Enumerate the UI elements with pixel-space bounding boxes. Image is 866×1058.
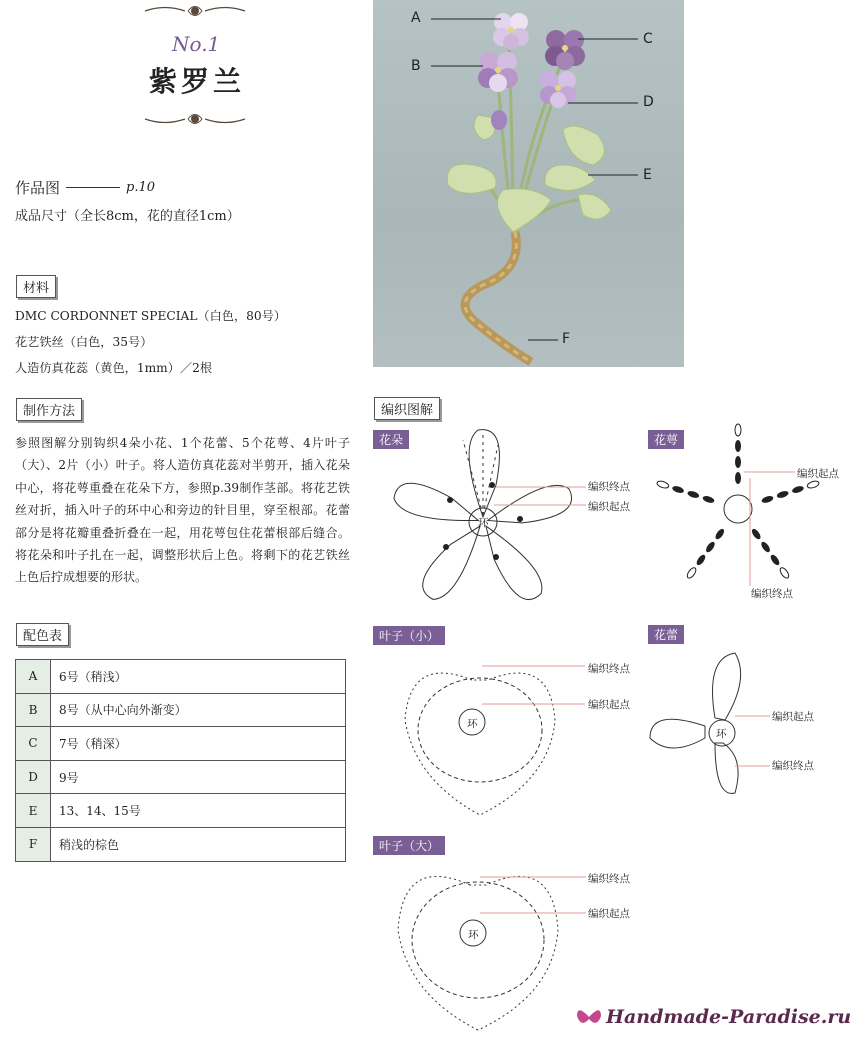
finished-size: 成品尺寸（全长8cm，花的直径1cm） [15, 209, 240, 224]
leaf-small-start-label: 编织起点 [588, 699, 630, 711]
table-row [16, 760, 346, 794]
color-value: 7号（稍深） [51, 727, 346, 761]
color-key: D [16, 760, 51, 794]
table-row [16, 727, 346, 761]
photo-label-b: B [411, 58, 421, 74]
color-key: C [16, 727, 51, 761]
flower-end-label: 编织终点 [588, 481, 630, 493]
color-key: A [16, 660, 51, 694]
color-key: F [16, 827, 51, 861]
violet-illustration [373, 0, 684, 367]
ornament-top [140, 2, 250, 20]
material-item: 人造仿真花蕊（黄色，1mm）／2根 [15, 361, 213, 375]
table-row [16, 794, 346, 828]
calyx-start-label: 编织起点 [797, 468, 839, 480]
color-key: B [16, 693, 51, 727]
photo-label-c: C [643, 31, 653, 47]
method-heading: 制作方法 [16, 398, 82, 421]
color-table [15, 659, 346, 862]
bud-ring-label: 环 [716, 728, 727, 740]
charts-heading: 编织图解 [374, 397, 440, 420]
leaf-small-end-label: 编织终点 [588, 663, 630, 675]
photo-label-f: F [562, 331, 571, 347]
butterfly-icon [575, 1004, 603, 1030]
materials-heading: 材料 [16, 275, 56, 298]
leaf-large-ring-label: 环 [468, 929, 479, 941]
page-title: 紫罗兰 [148, 65, 245, 98]
leaf-large-start-label: 编织起点 [588, 908, 630, 920]
leaf-small-chart [390, 650, 590, 820]
leaf-large-end-label: 编织终点 [588, 873, 630, 885]
photo-label-e: E [643, 167, 652, 183]
photo-label-a: A [411, 10, 421, 26]
dash-line [66, 187, 120, 188]
leaf-large-chart [388, 855, 588, 1035]
photo-label-d: D [643, 94, 654, 110]
watermark: Handmade-Paradise.ru [606, 1006, 852, 1028]
color-value: 稍浅的棕色 [51, 827, 346, 861]
colors-heading: 配色表 [16, 623, 69, 646]
table-row [16, 693, 346, 727]
color-value: 9号 [51, 760, 346, 794]
color-key: E [16, 794, 51, 828]
material-item: DMC CORDONNET SPECIAL（白色，80号） [15, 309, 287, 323]
material-item: 花艺铁丝（白色，35号） [15, 335, 153, 349]
bud-end-label: 编织终点 [772, 760, 814, 772]
chart-tag-leaf-small: 叶子（小） [373, 626, 445, 645]
color-value: 8号（从中心向外渐变） [51, 693, 346, 727]
ornament-bottom [140, 110, 250, 128]
bud-chart [645, 648, 775, 808]
calyx-end-label: 编织终点 [751, 588, 793, 600]
flower-ring-label: 环 [478, 517, 489, 529]
table-row [16, 827, 346, 861]
chart-tag-flower: 花朵 [373, 430, 409, 449]
materials-list [15, 303, 286, 381]
flower-start-label: 编织起点 [588, 501, 630, 513]
pattern-number: No.1 [172, 32, 221, 56]
violet-photo [373, 0, 684, 367]
photo-reference [15, 177, 155, 198]
calyx-chart [650, 418, 830, 588]
chart-tag-calyx: 花萼 [648, 430, 684, 449]
leaf-small-ring-label: 环 [467, 718, 478, 730]
photo-reference-label: 作品图 [15, 179, 61, 197]
color-value: 6号（稍浅） [51, 660, 346, 694]
color-value: 13、14、15号 [51, 794, 346, 828]
bud-start-label: 编织起点 [772, 711, 814, 723]
photo-page: p.10 [126, 180, 156, 195]
chart-tag-bud: 花蕾 [648, 625, 684, 644]
method-text: 参照图解分别钩织4朵小花、1个花蕾、5个花萼、4片叶子（大）、2片（小）叶子。将人造仿真花蕊对半剪开，插入花朵中心，将花萼重叠在花朵下方，参照p.39制作茎部。将花艺铁丝对折，插入叶子的环中心和旁边的针目里，穿至根部。花蕾部分是将花瓣重叠折叠在一起，用花萼包住花蕾根部后缝合。将花朵和叶子扎在一起，调整形状后上色。将剩下的花艺铁丝上色后拧成想要的形状。 [15, 436, 350, 585]
table-row [16, 660, 346, 694]
chart-tag-leaf-large: 叶子（大） [373, 836, 445, 855]
